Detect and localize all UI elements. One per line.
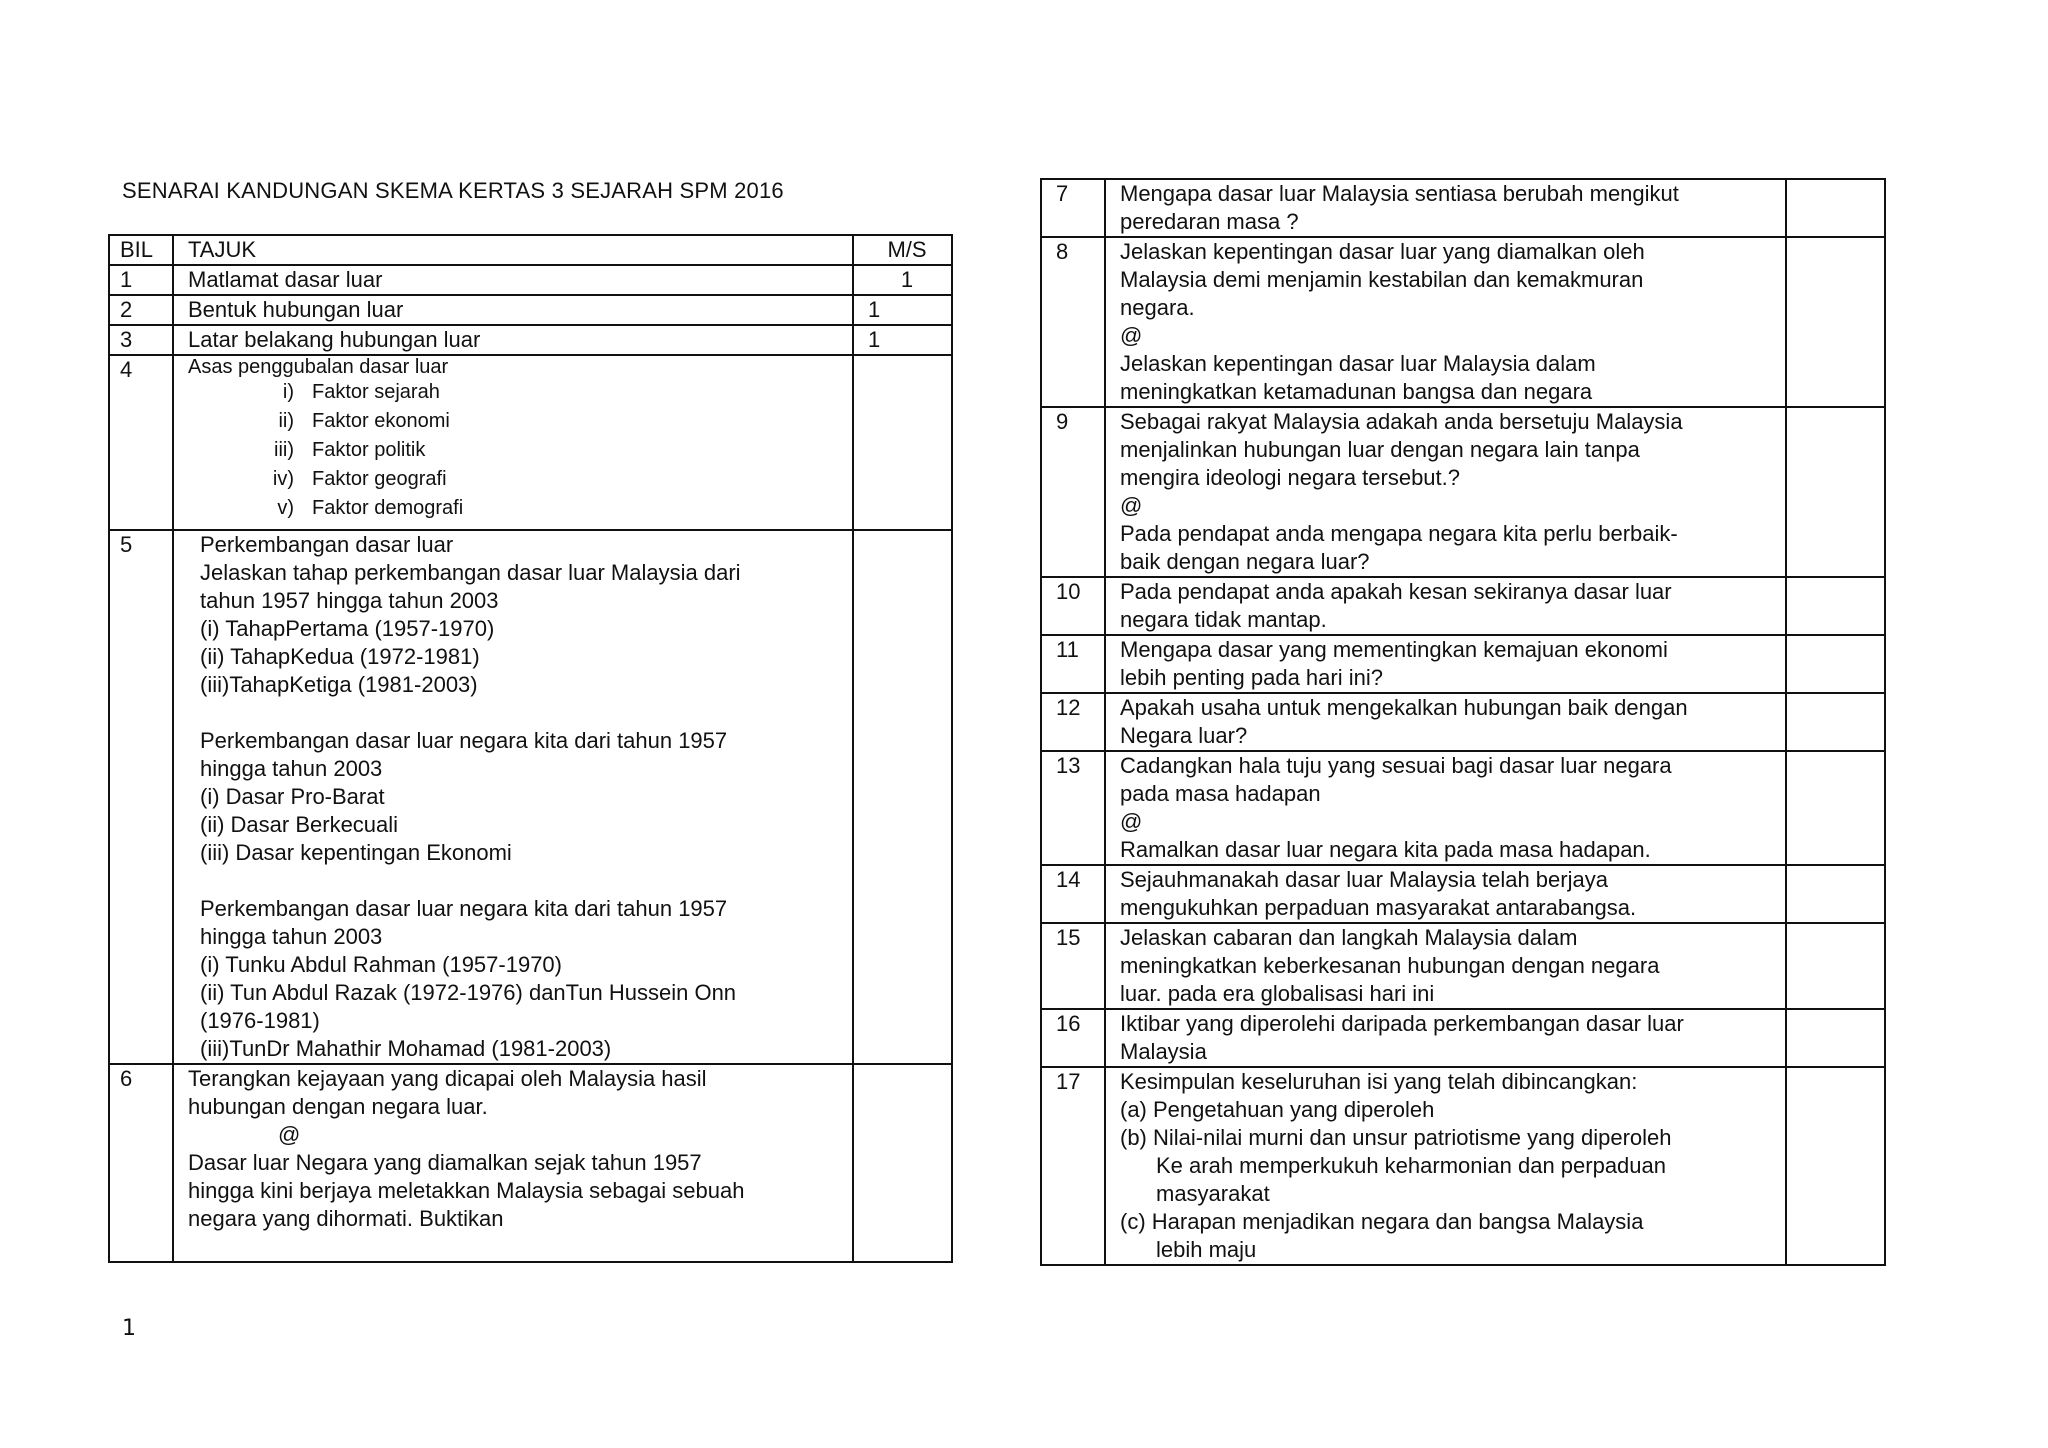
- row-content: [1105, 237, 1786, 407]
- content-line: baik dengan negara luar?: [1120, 549, 1370, 574]
- content-line: (a) Pengetahuan yang diperoleh: [1120, 1097, 1435, 1122]
- content-line: Iktibar yang diperolehi daripada perkembangan dasar luar: [1120, 1011, 1684, 1036]
- content-line: (1976-1981): [200, 1008, 320, 1033]
- spacer: [200, 699, 847, 727]
- row-title: Matlamat dasar luar: [173, 265, 853, 295]
- table-row: [1041, 751, 1885, 865]
- table-row: [1041, 693, 1885, 751]
- content-line: Ke arah memperkukuh keharmonian dan perpaduan: [1156, 1153, 1666, 1178]
- content-line: menjalinkan hubungan luar dengan negara lain tanpa: [1120, 437, 1640, 462]
- content-line: Pada pendapat anda apakah kesan sekiranya dasar luar: [1120, 579, 1672, 604]
- row-title: Perkembangan dasar luar: [200, 532, 454, 557]
- content-line: negara yang dihormati. Buktikan: [188, 1206, 504, 1231]
- document-title: SENARAI KANDUNGAN SKEMA KERTAS 3 SEJARAH SPM 2016: [122, 178, 784, 203]
- page-ref: 1: [853, 265, 952, 295]
- content-line: tahun 1957 hingga tahun 2003: [200, 588, 499, 613]
- row-content: [173, 530, 853, 1064]
- table-row: [109, 355, 952, 530]
- row-content: [173, 355, 853, 530]
- table-header-row: [109, 235, 952, 265]
- table-row: [1041, 577, 1885, 635]
- table-row: [1041, 407, 1885, 577]
- page-ref: 1: [853, 325, 952, 355]
- row-number: 16: [1041, 1009, 1105, 1067]
- content-line: mengukuhkan perpaduan masyarakat antarabangsa.: [1120, 895, 1637, 920]
- content-line: Terangkan kejayaan yang dicapai oleh Malaysia hasil: [188, 1066, 707, 1091]
- content-line: lebih maju: [1156, 1237, 1257, 1262]
- content-line: (iii)TunDr Mahathir Mohamad (1981-2003): [200, 1036, 612, 1061]
- content-line: Dasar luar Negara yang diamalkan sejak tahun 1957: [188, 1150, 702, 1175]
- list-item-number: i): [282, 381, 294, 403]
- row-number: 10: [1041, 577, 1105, 635]
- page-ref-empty: [1786, 237, 1885, 407]
- table-row: [1041, 635, 1885, 693]
- content-line: Pada pendapat anda mengapa negara kita perlu berbaik-: [1120, 521, 1678, 546]
- content-line: meningkatkan keberkesanan hubungan dengan negara: [1120, 953, 1660, 978]
- row-number: 14: [1041, 865, 1105, 923]
- page-ref-empty: [1786, 577, 1885, 635]
- content-line: (i) TahapPertama (1957-1970): [200, 616, 495, 641]
- content-line: negara.: [1120, 295, 1195, 320]
- content-line: (c) Harapan menjadikan negara dan bangsa Malaysia: [1120, 1209, 1644, 1234]
- content-line: Mengapa dasar luar Malaysia sentiasa berubah mengikut: [1120, 181, 1679, 206]
- content-line: Jelaskan tahap perkembangan dasar luar Malaysia dari: [200, 560, 741, 585]
- page-ref-empty: [1786, 407, 1885, 577]
- row-number: 1: [109, 265, 173, 295]
- table-row: [109, 1064, 952, 1262]
- row-number: 6: [109, 1064, 173, 1262]
- row-title: Asas penggubalan dasar luar: [188, 356, 449, 378]
- content-line: Malaysia: [1120, 1039, 1207, 1064]
- row-content: [1105, 1067, 1786, 1265]
- content-line: masyarakat: [1156, 1181, 1270, 1206]
- page-ref-empty: [1786, 1067, 1885, 1265]
- content-line: Mengapa dasar yang mementingkan kemajuan ekonomi: [1120, 637, 1668, 662]
- content-line: hingga kini berjaya meletakkan Malaysia sebagai sebuah: [188, 1178, 745, 1203]
- content-line: Perkembangan dasar luar negara kita dari tahun 1957: [200, 728, 728, 753]
- page-ref-empty: [1786, 865, 1885, 923]
- alternative-marker: @: [1120, 323, 1143, 348]
- content-line: luar. pada era globalisasi hari ini: [1120, 981, 1435, 1006]
- row-content: [1105, 751, 1786, 865]
- row-content: [1105, 407, 1786, 577]
- content-line: Sebagai rakyat Malaysia adakah anda bersetuju Malaysia: [1120, 409, 1683, 434]
- table-row: [109, 530, 952, 1064]
- content-line: (b) Nilai-nilai murni dan unsur patriotisme yang diperoleh: [1120, 1125, 1672, 1150]
- page-ref-empty: [853, 530, 952, 1064]
- content-line: Negara luar?: [1120, 723, 1248, 748]
- list-item-text: Faktor politik: [312, 439, 426, 461]
- content-line: (i) Dasar Pro-Barat: [200, 784, 385, 809]
- header-tajuk: TAJUK: [173, 235, 853, 265]
- page-ref-empty: [853, 355, 952, 530]
- list-item: [188, 407, 847, 436]
- content-line: (ii) Tun Abdul Razak (1972-1976) danTun Hussein Onn: [200, 980, 737, 1005]
- content-line: pada masa hadapan: [1120, 781, 1321, 806]
- list-item-text: Faktor ekonomi: [312, 410, 450, 432]
- list-item: [188, 436, 847, 465]
- list-item-text: Faktor geografi: [312, 468, 447, 490]
- list-item-number: v): [277, 497, 294, 519]
- row-number: 2: [109, 295, 173, 325]
- list-item-number: iii): [274, 439, 294, 461]
- page-ref-empty: [1786, 751, 1885, 865]
- row-number: 17: [1041, 1067, 1105, 1265]
- factor-list: [188, 378, 847, 523]
- content-line: negara tidak mantap.: [1120, 607, 1327, 632]
- header-ms: M/S: [853, 235, 952, 265]
- content-line: lebih penting pada hari ini?: [1120, 665, 1383, 690]
- table-row: [109, 265, 952, 295]
- list-item: [188, 465, 847, 494]
- alternative-marker: @: [1120, 809, 1143, 834]
- page-ref-empty: [1786, 635, 1885, 693]
- page-number: 1: [122, 1316, 136, 1341]
- list-item-number: ii): [278, 410, 294, 432]
- content-line: Jelaskan cabaran dan langkah Malaysia dalam: [1120, 925, 1578, 950]
- page-ref-empty: [1786, 693, 1885, 751]
- content-line: Kesimpulan keseluruhan isi yang telah dibincangkan:: [1120, 1069, 1638, 1094]
- table-row: [109, 325, 952, 355]
- content-line: Jelaskan kepentingan dasar luar Malaysia dalam: [1120, 351, 1596, 376]
- row-number: 8: [1041, 237, 1105, 407]
- list-item-text: Faktor sejarah: [312, 381, 440, 403]
- table-row: [109, 295, 952, 325]
- row-number: 11: [1041, 635, 1105, 693]
- row-number: 3: [109, 325, 173, 355]
- content-line: (ii) TahapKedua (1972-1981): [200, 644, 480, 669]
- page-ref: 1: [853, 295, 952, 325]
- list-item: [188, 494, 847, 523]
- row-number: 13: [1041, 751, 1105, 865]
- table-row: [1041, 923, 1885, 1009]
- alternative-marker: @: [278, 1122, 301, 1147]
- row-number: 15: [1041, 923, 1105, 1009]
- content-line: hubungan dengan negara luar.: [188, 1094, 488, 1119]
- row-number: 7: [1041, 179, 1105, 237]
- list-item: [188, 378, 847, 407]
- content-line: (i) Tunku Abdul Rahman (1957-1970): [200, 952, 562, 977]
- row-number: 9: [1041, 407, 1105, 577]
- content-line: hingga tahun 2003: [200, 924, 383, 949]
- row-content: [1105, 865, 1786, 923]
- row-content: [1105, 1009, 1786, 1067]
- content-line: Apakah usaha untuk mengekalkan hubungan baik dengan: [1120, 695, 1688, 720]
- list-item-text: Faktor demografi: [312, 497, 464, 519]
- contents-table-left: [108, 234, 953, 1263]
- spacer: [200, 867, 847, 895]
- row-content: [1105, 923, 1786, 1009]
- content-line: (iii)TahapKetiga (1981-2003): [200, 672, 478, 697]
- table-row: [1041, 1067, 1885, 1265]
- content-line: Ramalkan dasar luar negara kita pada masa hadapan.: [1120, 837, 1651, 862]
- contents-table-right: [1040, 178, 1886, 1266]
- table-row: [1041, 865, 1885, 923]
- content-line: Cadangkan hala tuju yang sesuai bagi dasar luar negara: [1120, 753, 1672, 778]
- page-ref-empty: [853, 1064, 952, 1262]
- content-line: (iii) Dasar kepentingan Ekonomi: [200, 840, 512, 865]
- page-ref-empty: [1786, 1009, 1885, 1067]
- row-title: Bentuk hubungan luar: [173, 295, 853, 325]
- row-content: [1105, 635, 1786, 693]
- content-line: mengira ideologi negara tersebut.?: [1120, 465, 1461, 490]
- list-item-number: iv): [272, 468, 294, 490]
- row-title: Latar belakang hubungan luar: [173, 325, 853, 355]
- table-row: [1041, 1009, 1885, 1067]
- content-line: hingga tahun 2003: [200, 756, 383, 781]
- content-line: (ii) Dasar Berkecuali: [200, 812, 399, 837]
- row-number: 12: [1041, 693, 1105, 751]
- row-content: [1105, 179, 1786, 237]
- content-line: meningkatkan ketamadunan bangsa dan negara: [1120, 379, 1593, 404]
- table-row: [1041, 237, 1885, 407]
- header-bil: BIL: [109, 235, 173, 265]
- row-number: 4: [109, 355, 173, 530]
- content-line: Perkembangan dasar luar negara kita dari tahun 1957: [200, 896, 728, 921]
- row-content: [173, 1064, 853, 1262]
- row-content: [1105, 577, 1786, 635]
- content-line: peredaran masa ?: [1120, 209, 1299, 234]
- row-content: [1105, 693, 1786, 751]
- row-number: 5: [109, 530, 173, 1064]
- table-row: [1041, 179, 1885, 237]
- content-line: Malaysia demi menjamin kestabilan dan kemakmuran: [1120, 267, 1644, 292]
- alternative-marker: @: [1120, 493, 1143, 518]
- content-line: Jelaskan kepentingan dasar luar yang diamalkan oleh: [1120, 239, 1645, 264]
- page-ref-empty: [1786, 923, 1885, 1009]
- page-ref-empty: [1786, 179, 1885, 237]
- content-line: Sejauhmanakah dasar luar Malaysia telah berjaya: [1120, 867, 1608, 892]
